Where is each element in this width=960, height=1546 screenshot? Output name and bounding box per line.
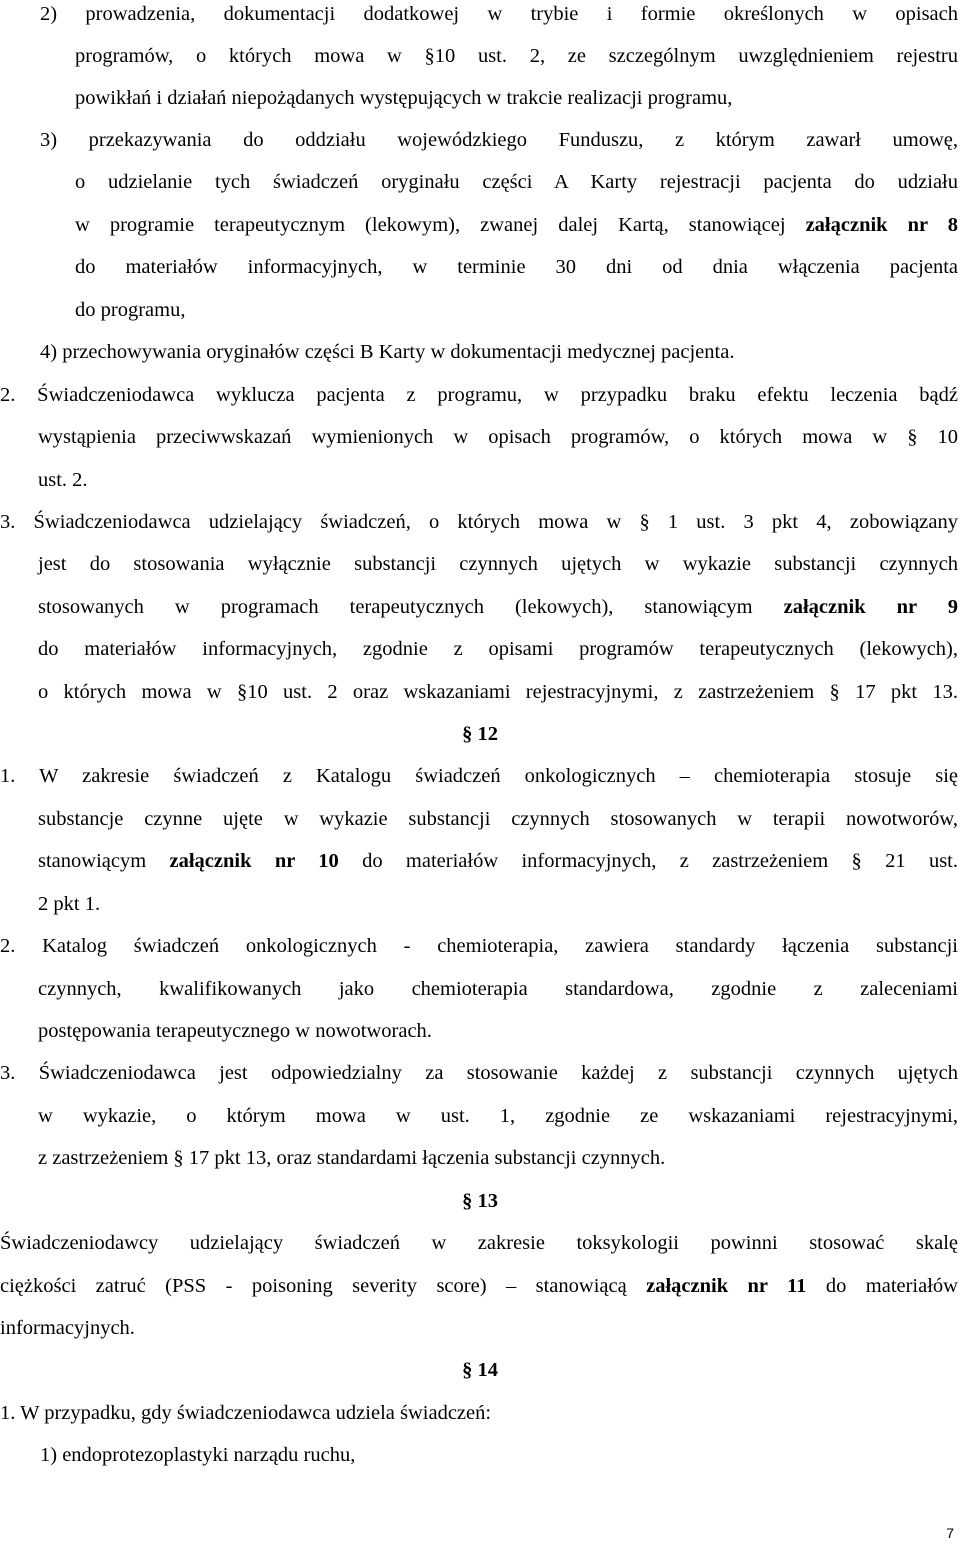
text-line: w wykazie, o którym mowa w ust. 1, zgodnie ze wskazaniami rejestracyjnymi,	[38, 1105, 958, 1127]
attachment-reference: załącznik nr 10	[169, 850, 339, 872]
text-line: postępowania terapeutycznego w nowotworach.	[38, 1020, 432, 1042]
text-line: Świadczeniodawcy udzielający świadczeń w zakresie toksykologii powinni stosować skalę	[0, 1232, 958, 1254]
section-heading: § 14	[462, 1359, 498, 1381]
text-line: do programu,	[75, 299, 186, 321]
text-line: 2. Świadczeniodawca wyklucza pacjenta z programu, w przypadku braku efektu leczenia bądź	[0, 384, 958, 406]
text-run: w programie terapeutycznym (lekowym), zwanej dalej Kartą, stanowiącej	[75, 214, 806, 236]
text-line: do materiałów informacyjnych, zgodnie z opisami programów terapeutycznych (lekowych),	[38, 638, 958, 660]
text-line: czynnych, kwalifikowanych jako chemioterapia standardowa, zgodnie z zaleceniami	[38, 978, 958, 1000]
text-line: powikłań i działań niepożądanych występujących w trakcie realizacji programu,	[75, 87, 733, 109]
text-line: ust. 2.	[38, 469, 88, 491]
attachment-reference: załącznik nr 9	[783, 596, 958, 618]
attachment-reference: załącznik nr 8	[805, 214, 959, 236]
text-line: wystąpienia przeciwwskazań wymienionych w opisach programów, o których mowa w § 10	[38, 426, 958, 448]
text-line: programów, o których mowa w §10 ust. 2, ze szczególnym uwzględnieniem rejestru	[75, 45, 958, 67]
text-line	[38, 849, 958, 873]
text-run: do materiałów informacyjnych, z zastrzeżeniem § 21 ust.	[338, 850, 958, 872]
text-line: 4) przechowywania oryginałów części B Karty w dokumentacji medycznej pacjenta.	[40, 341, 735, 363]
section-heading: § 12	[462, 723, 498, 745]
text-line: 2 pkt 1.	[38, 893, 101, 915]
text-line: 3. Świadczeniodawca udzielający świadczeń, o których mowa w § 1 ust. 3 pkt 4, zobowiązany	[0, 511, 958, 533]
page-number: 7	[946, 1525, 954, 1541]
text-line: 3) przekazywania do oddziału wojewódzkiego Funduszu, z którym zawarł umowę,	[40, 129, 958, 151]
text-line: o udzielanie tych świadczeń oryginału części A Karty rejestracji pacjenta do udziału	[75, 171, 958, 193]
text-line: 3. Świadczeniodawca jest odpowiedzialny za stosowanie każdej z substancji czynnych ujętych	[0, 1062, 958, 1084]
text-line: 2. Katalog świadczeń onkologicznych - chemioterapia, zawiera standardy łączenia substancji	[0, 935, 958, 957]
text-line: z zastrzeżeniem § 17 pkt 13, oraz standardami łączenia substancji czynnych.	[38, 1147, 666, 1169]
text-line: 1) endoprotezoplastyki narządu ruchu,	[40, 1444, 356, 1466]
text-run: stanowiącym	[38, 850, 170, 872]
text-line: jest do stosowania wyłącznie substancji czynnych ujętych w wykazie substancji czynnych	[38, 553, 958, 575]
text-line	[75, 213, 958, 237]
section-heading: § 13	[462, 1190, 498, 1212]
text-line: do materiałów informacyjnych, w terminie 30 dni od dnia włączenia pacjenta	[75, 256, 958, 278]
text-line: 1. W przypadku, gdy świadczeniodawca udziela świadczeń:	[0, 1402, 492, 1424]
text-run: stosowanych w programach terapeutycznych (lekowych), stanowiącym	[38, 596, 784, 618]
attachment-reference: załącznik nr 11	[646, 1275, 807, 1297]
text-line: substancje czynne ujęte w wykazie substancji czynnych stosowanych w terapii nowotworów,	[38, 808, 958, 830]
text-line: 1. W zakresie świadczeń z Katalogu świadczeń onkologicznych – chemioterapia stosuje się	[0, 765, 958, 787]
text-line: informacyjnych.	[0, 1317, 135, 1339]
text-run: ciężkości zatruć (PSS - poisoning severity score) – stanowiącą	[0, 1275, 647, 1297]
text-line	[38, 595, 958, 619]
text-line	[0, 1274, 958, 1298]
text-line: 2) prowadzenia, dokumentacji dodatkowej w trybie i formie określonych w opisach	[40, 3, 958, 25]
text-run: do materiałów	[806, 1275, 958, 1297]
text-line: o których mowa w §10 ust. 2 oraz wskazaniami rejestracyjnymi, z zastrzeżeniem § 17 pkt 13.	[38, 681, 958, 703]
